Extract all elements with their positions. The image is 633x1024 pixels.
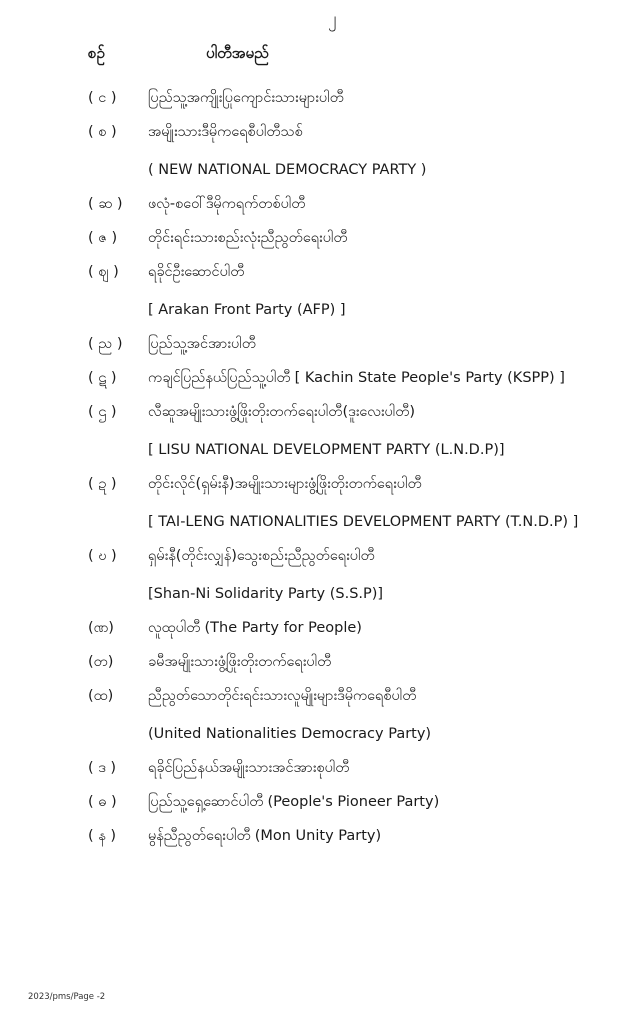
list-item: [88, 618, 619, 639]
party-name-english: (The Party for People): [204, 620, 362, 636]
party-name-english: [Shan-Ni Solidarity Party (S.S.P)]: [148, 586, 384, 602]
party-name-english: [ LISU NATIONAL DEVELOPMENT PARTY (L.N.D.P)]: [148, 442, 505, 458]
party-name-myanmar: လီဆူအမျိုးသားဖွံ့ဖြိုးတိုးတက်ရေးပါတီ(ဒူးလေးပါတီ): [148, 404, 416, 420]
party-name-myanmar: ကချင်ပြည်နယ်ပြည်သူ့ပါတီ: [148, 370, 291, 386]
party-name-english: [ Kachin State People's Party (KSPP) ]: [294, 370, 565, 386]
party-name-myanmar: တိုင်းလိုင်(ရှမ်းနီ)အမျိုးသားများဖွံ့ဖြိုးတိုးတက်ရေးပါတီ: [148, 476, 422, 492]
list-item: [88, 228, 619, 249]
party-name-myanmar: ဖလုံ-စဝေါ်ဒီမိုကရက်တစ်ပါတီ: [148, 196, 306, 212]
list-item: [88, 686, 619, 745]
party-name-english: ( NEW NATIONAL DEMOCRACY PARTY ): [148, 162, 427, 178]
entry-number: ( ဒ ): [88, 760, 117, 776]
entry-number: ( ဌ ): [88, 404, 117, 420]
party-name-english: (Mon Unity Party): [254, 828, 382, 844]
party-name-myanmar: ရခိုင်ဦးဆောင်ပါတီ: [148, 264, 245, 280]
table-header: [88, 44, 269, 66]
list-item: [88, 792, 619, 813]
entry-number: ( ဓ ): [88, 794, 117, 810]
entry-number: ( ဆ ): [88, 196, 123, 212]
entry-number: (ထ): [88, 688, 114, 704]
entry-number: ( န ): [88, 828, 117, 844]
entry-number: ( ဍ ): [88, 476, 117, 492]
entry-number: ( ဈ ): [88, 264, 119, 280]
list-item: [88, 368, 619, 389]
party-name-myanmar: ခမီအမျိုးသားဖွံ့ဖြိုးတိုးတက်ရေးပါတီ: [148, 654, 332, 670]
page-number: ၂: [328, 9, 337, 29]
list-item: [88, 334, 619, 355]
list-item: [88, 88, 619, 109]
entry-number: ( င ): [88, 90, 117, 106]
entry-number: ( ည ): [88, 336, 123, 352]
header-party-name: ပါတီအမည်: [206, 44, 269, 62]
list-item: [88, 826, 619, 847]
party-name-myanmar: မွန်ညီညွတ်ရေးပါတီ: [148, 828, 251, 844]
entry-number: ( စ ): [88, 124, 117, 140]
party-name-english: [ TAI-LENG NATIONALITIES DEVELOPMENT PARTY (T.N.D.P) ]: [148, 514, 579, 530]
list-item: [88, 122, 619, 181]
party-name-myanmar: ပြည်သူ့အင်အားပါတီ: [148, 336, 256, 352]
party-name-myanmar: ပြည်သူ့ရှေ့ဆောင်ပါတီ: [148, 794, 264, 810]
list-item: [88, 474, 619, 533]
header-serial-number: စဉ်: [88, 44, 105, 62]
entry-number: (တ): [88, 654, 114, 670]
party-name-myanmar: ညီညွတ်သောတိုင်းရင်းသားလူမျိုးများဒီမိုကရေစီပါတီ: [148, 688, 417, 704]
party-name-myanmar: လူထုပါတီ: [148, 620, 201, 636]
list-item: [88, 194, 619, 215]
party-name-english: (People's Pioneer Party): [267, 794, 440, 810]
entry-number: ( ဋ ): [88, 370, 117, 386]
party-name-myanmar: တိုင်းရင်းသားစည်းလုံးညီညွတ်ရေးပါတီ: [148, 230, 348, 246]
entry-number: (ဏ): [88, 620, 114, 636]
party-name-myanmar: ပြည်သူ့အကျိုးပြုကျောင်းသားများပါတီ: [148, 90, 344, 106]
party-name-english: (United Nationalities Democracy Party): [148, 726, 432, 742]
party-name-myanmar: ရခိုင်ပြည်နယ်အမျိုးသားအင်အားစုပါတီ: [148, 760, 350, 776]
list-item: [88, 652, 619, 673]
page-footer: 2023/pms/Page -2: [28, 992, 106, 1002]
list-item: [88, 402, 619, 461]
entry-number: ( ဎ ): [88, 548, 117, 564]
party-name-myanmar: ရှမ်းနီ(တိုင်းလျှန်)သွေးစည်းညီညွတ်ရေးပါတီ: [148, 548, 375, 564]
list-item: [88, 758, 619, 779]
party-name-english: [ Arakan Front Party (AFP) ]: [148, 302, 346, 318]
entry-number: ( ဇ ): [88, 230, 118, 246]
list-item: [88, 546, 619, 605]
party-name-myanmar: အမျိုးသားဒီမိုကရေစီပါတီသစ်: [148, 124, 303, 140]
list-item: [88, 262, 619, 321]
party-list: [88, 88, 619, 860]
